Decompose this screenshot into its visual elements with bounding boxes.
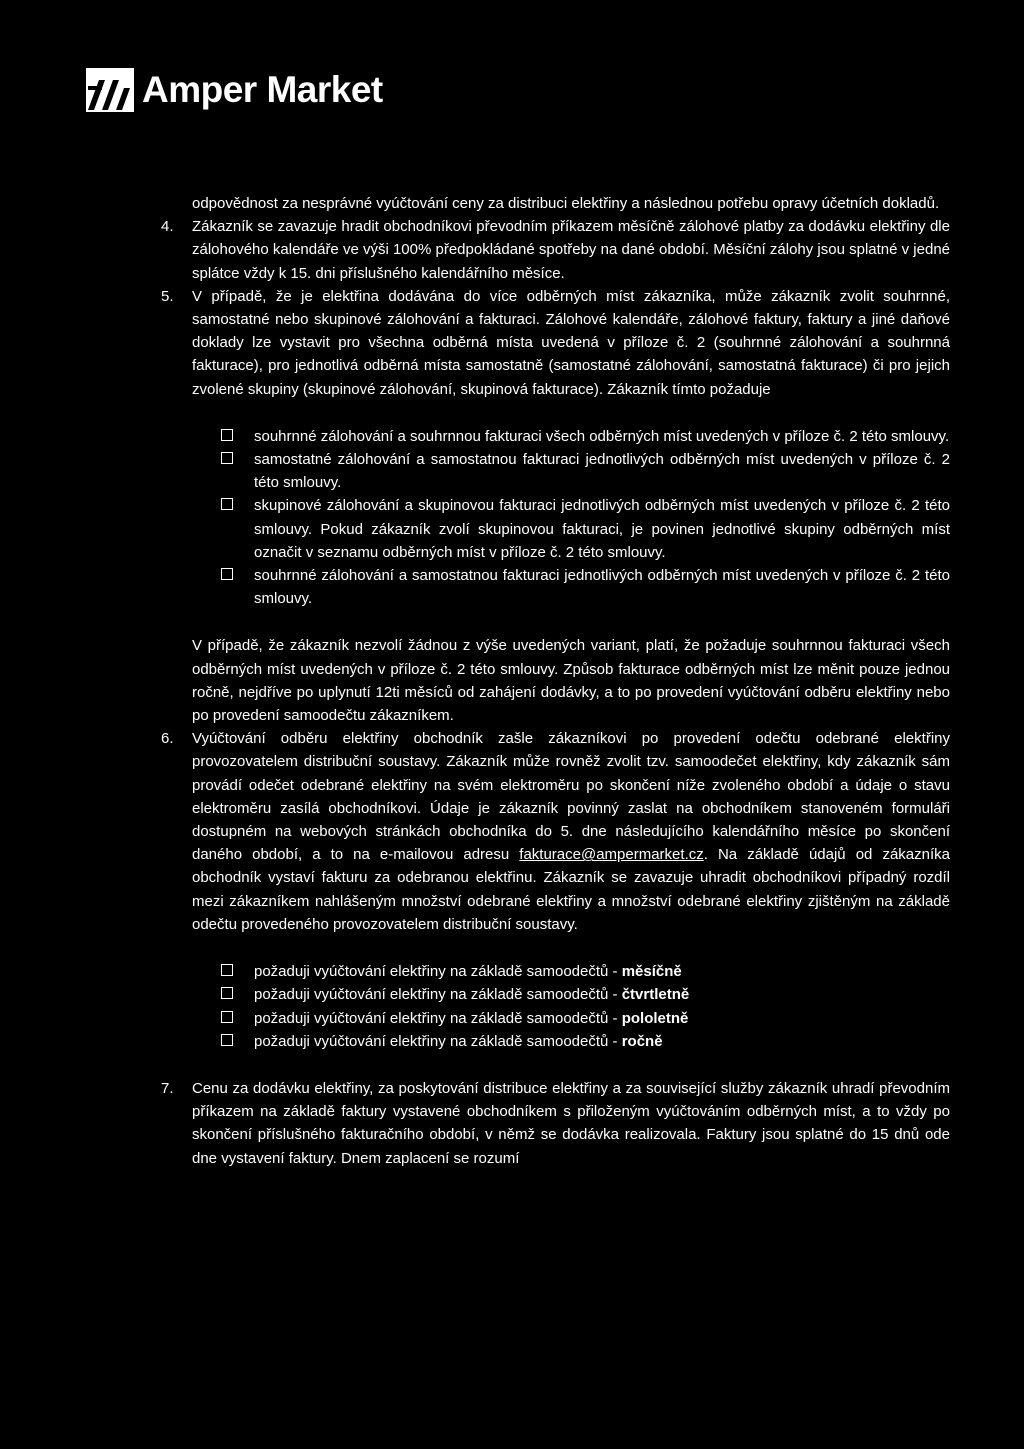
option-label: samostatné zálohování a samostatnou fakturaci jednotlivých odběrných míst uvedených v příloze č. 2 této smlouvy.	[254, 451, 950, 492]
billing-option[interactable]	[221, 564, 950, 610]
reading-dash: -	[612, 1032, 618, 1050]
clause-number: 4.	[161, 218, 174, 236]
option-label: souhrnné zálohování a samostatnou fakturaci jednotlivých odběrných míst uvedených v příloze č. 2 této smlouvy.	[254, 567, 950, 608]
option-label: skupinové zálohování a skupinovou fakturaci jednotlivých odběrných míst uvedených v příloze č. 2 této smlouvy. Pokud zákazník zvolí skupinovou fakturaci, je povinen jednotlivé skupiny odběrných míst označit v seznamu odběrných míst v příloze č. 2 této smlouvy.	[254, 497, 950, 561]
reading-dash: -	[612, 963, 618, 981]
clause-4	[161, 215, 951, 285]
clause-5	[161, 285, 950, 401]
clause-text: Zákazník se zavazuje hradit obchodníkovi převodním příkazem měsíčně zálohové platby za dodávku elektřiny dle zálohového kalendáře ve výši 100% předpokládané spotřeby na dané období. Měsíční zálohy jsou splatné v jedné splátce vždy k 15. dni příslušného kalendářního měsíce.	[192, 218, 951, 282]
amper-market-logo-icon	[86, 68, 134, 112]
clause-text-part: . Na základě údajů od zákazníka obchodník vystaví fakturu za odebranou elektřinu. Zákazník se zavazuje uhradit obchodníkovi případný rozdíl mezi zákazníkem nahlášeným množství odebrané elektřiny a množství odebrané elektřiny zjištěným na základě odečtu provedeného provozovatelem distribuční soustavy.	[192, 846, 950, 933]
email-link[interactable]: fakturace@ampermarket.cz	[519, 846, 704, 864]
reading-label: požaduji vyúčtování elektřiny na základě samoodečtů	[254, 1032, 609, 1050]
checkbox[interactable]	[221, 964, 233, 976]
checkbox[interactable]	[221, 429, 233, 441]
checkbox[interactable]	[221, 498, 233, 510]
clause-6	[161, 727, 950, 936]
reading-label: požaduji vyúčtování elektřiny na základě samoodečtů	[254, 986, 609, 1004]
reading-label: požaduji vyúčtování elektřiny na základě samoodečtů	[254, 1009, 609, 1027]
reading-period: ročně	[621, 1032, 663, 1050]
billing-option[interactable]	[221, 494, 950, 564]
clause-text: Cenu za dodávku elektřiny, za poskytování distribuce elektřiny a za související služby zákazník uhradí převodním příkazem na základě faktury vystavené obchodníkem s přiloženým vyúčtováním odběrných míst, a to vždy po skončení příslušného fakturačního období, v němž se dodávka realizovala. Faktury jsou splatné do 15 dnů ode dne vystavení faktury. Dnem zaplacení se rozumí	[192, 1079, 950, 1167]
reading-period: měsíčně	[621, 963, 682, 981]
page-header	[86, 68, 383, 112]
option-label: souhrnné zálohování a souhrnnou fakturaci všech odběrných míst uvedených v příloze č. 2 této smlouvy.	[254, 427, 950, 445]
reading-option[interactable]	[221, 1030, 950, 1053]
reading-period: čtvrtletně	[621, 986, 690, 1004]
reading-option[interactable]	[221, 1007, 950, 1030]
clause-text-part: Vyúčtování odběru elektřiny obchodník zašle zákazníkovi po provedení odečtu odebrané elektřiny provozovatelem distribuční soustavy. Zákazník může rovněž zvolit tzv. samoodečet elektřiny, kdy zákazník sám provádí odečet odebrané elektřiny na svém elektroměru po skončení níže zvoleného období a údaje o stavu elektroměru zasílá obchodníkovi. Údaje je zákazník povinný zaslat na obchodníkem stanoveném formuláři dostupném na webových stránkách obchodníka do 5. dne následujícího kalendářního měsíce po skončení daného období, a to na e-mailovou adresu	[192, 730, 950, 864]
reading-dash: -	[612, 986, 618, 1004]
reading-dash: -	[612, 1009, 618, 1027]
checkbox[interactable]	[221, 1034, 233, 1046]
checkbox[interactable]	[221, 1011, 233, 1023]
clause-text	[192, 727, 950, 936]
reading-option[interactable]	[221, 960, 950, 983]
clause-7	[161, 1077, 950, 1170]
clause-number: 6.	[161, 730, 174, 748]
reading-period: pololetně	[621, 1009, 689, 1027]
billing-options-list	[221, 425, 950, 611]
billing-default-paragraph: V případě, že zákazník nezvolí žádnou z výše uvedených variant, platí, že požaduje souhrnnou fakturaci všech odběrných míst uvedených v příloze č. 2 této smlouvy. Způsob fakturace odběrných míst lze měnit pouze jednou ročně, nejdříve po uplynutí 12ti měsíců od zahájení dodávky, a to po provedení vyúčtování odběru elektřiny nebo po provedení samoodečtu zákazníkem.	[192, 637, 950, 725]
reading-label: požaduji vyúčtování elektřiny na základě samoodečtů	[254, 963, 609, 981]
billing-option[interactable]	[221, 425, 950, 448]
document-body	[161, 192, 951, 1170]
continued-paragraph: odpovědnost za nesprávné vyúčtování ceny za distribuci elektřiny a následnou potřebu opravy účetních dokladů.	[192, 195, 940, 212]
clause-text: V případě, že je elektřina dodávána do více odběrných míst zákazníka, může zákazník zvolit souhrnné, samostatné nebo skupinové zálohování a fakturaci. Zálohové kalendáře, zálohové faktury, faktury a jiné daňové doklady lze vystavit pro všechna odběrná místa uvedená v příloze č. 2 (souhrnné zálohování a souhrnná fakturace), pro jednotlivá odběrná místa samostatně (samostatné zálohování, samostatná fakturace) či pro jejich zvolené skupiny (skupinové zálohování, skupinová fakturace). Zákazník tímto požaduje	[192, 287, 950, 398]
clause-number: 7.	[161, 1079, 174, 1097]
reading-option[interactable]	[221, 983, 950, 1006]
reading-options-list	[221, 960, 950, 1053]
checkbox[interactable]	[221, 987, 233, 999]
checkbox[interactable]	[221, 568, 233, 580]
checkbox[interactable]	[221, 452, 233, 464]
billing-option[interactable]	[221, 448, 950, 494]
clause-number: 5.	[161, 287, 174, 305]
brand-name: Amper Market	[142, 69, 383, 110]
